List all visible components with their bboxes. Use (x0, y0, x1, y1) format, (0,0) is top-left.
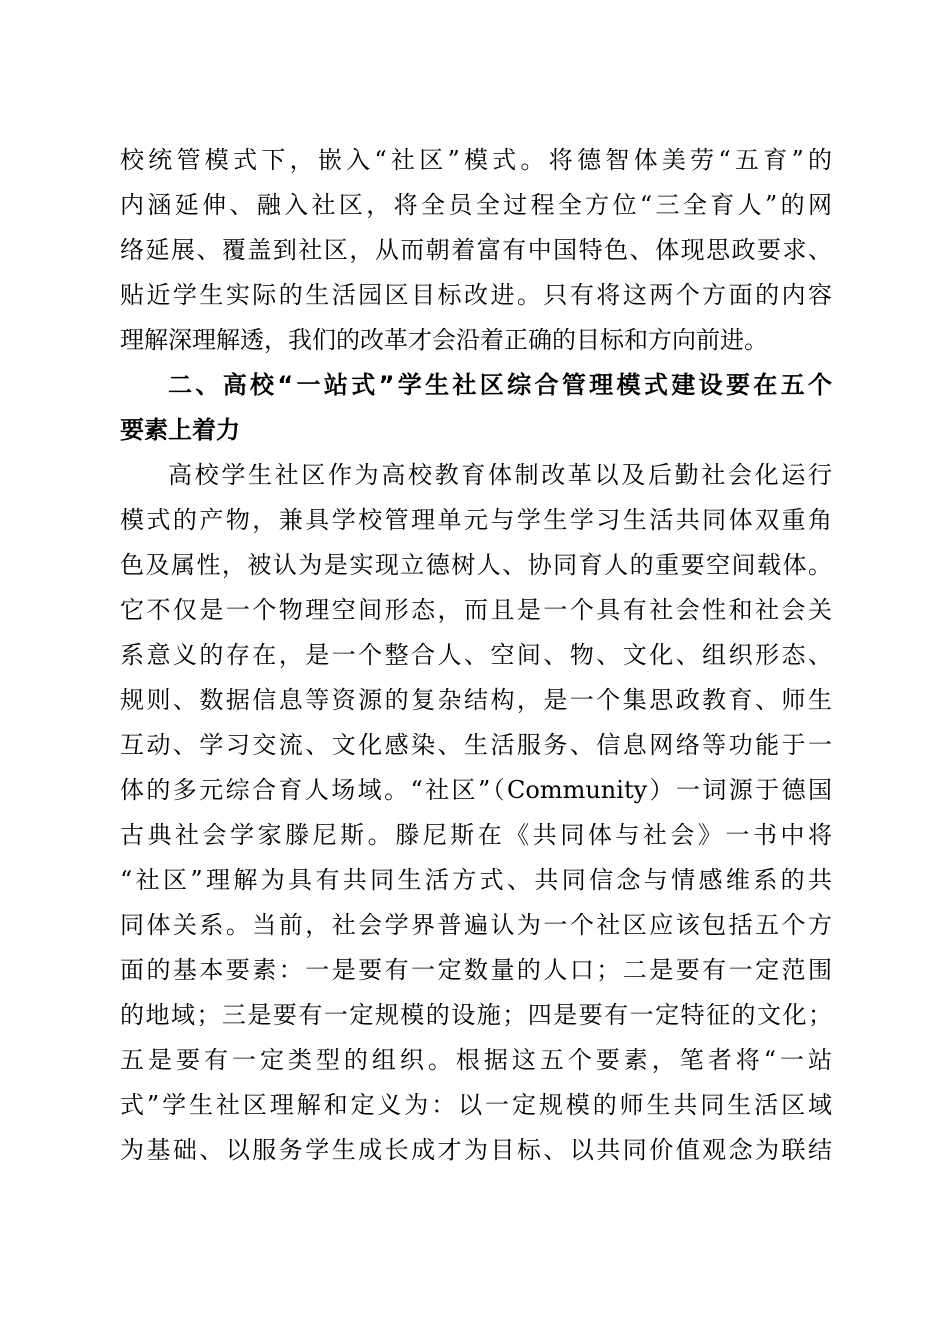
paragraph-line: 色及属性，被认为是实现立德树人、协同育人的重要空间载体。 (120, 551, 832, 579)
paragraph-line: 校统管模式下，嵌入“社区”模式。将德智体美劳“五育”的 (120, 146, 832, 174)
paragraph-line: 络延展、覆盖到社区，从而朝着富有中国特色、体现思政要求、 (120, 236, 832, 264)
paragraph-line: “社区”理解为具有共同生活方式、共同信念与情感维系的共 (120, 866, 832, 894)
heading-line: 要素上着力 (120, 416, 240, 444)
paragraph-line: 系意义的存在，是一个整合人、空间、物、文化、组织形态、 (120, 641, 832, 669)
paragraph-line: 内涵延伸、融入社区，将全员全过程全方位“三全育人”的网 (120, 191, 832, 219)
paragraph-line: 面的基本要素：一是要有一定数量的人口；二是要有一定范围 (120, 956, 832, 984)
paragraph-line: 贴近学生实际的生活园区目标改进。只有将这两个方面的内容 (120, 281, 832, 309)
paragraph-line: 规则、数据信息等资源的复杂结构，是一个集思政教育、师生 (120, 686, 832, 714)
paragraph-line: 理解深理解透，我们的改革才会沿着正确的目标和方向前进。 (120, 326, 768, 354)
paragraph-line: 高校学生社区作为高校教育体制改革以及后勤社会化运行 (168, 461, 832, 489)
paragraph-line: 体的多元综合育人场域。“社区”（Community）一词源于德国 (120, 776, 832, 804)
heading-line: 二、高校“一站式”学生社区综合管理模式建设要在五个 (168, 371, 832, 399)
paragraph-line: 模式的产物，兼具学校管理单元与学生学习生活共同体双重角 (120, 506, 832, 534)
paragraph-line: 的地域；三是要有一定规模的设施；四是要有一定特征的文化； (120, 1001, 832, 1029)
paragraph-line: 五是要有一定类型的组织。根据这五个要素，笔者将“一站 (120, 1046, 832, 1074)
paragraph-line: 式”学生社区理解和定义为：以一定规模的师生共同生活区域 (120, 1091, 832, 1119)
paragraph-line: 为基础、以服务学生成长成才为目标、以共同价值观念为联结 (120, 1136, 832, 1164)
paragraph-line: 同体关系。当前，社会学界普遍认为一个社区应该包括五个方 (120, 911, 832, 939)
paragraph-line: 它不仅是一个物理空间形态，而且是一个具有社会性和社会关 (120, 596, 832, 624)
paragraph-line: 古典社会学家滕尼斯。滕尼斯在《共同体与社会》一书中将 (120, 821, 832, 849)
paragraph-line: 互动、学习交流、文化感染、生活服务、信息网络等功能于一 (120, 731, 832, 759)
